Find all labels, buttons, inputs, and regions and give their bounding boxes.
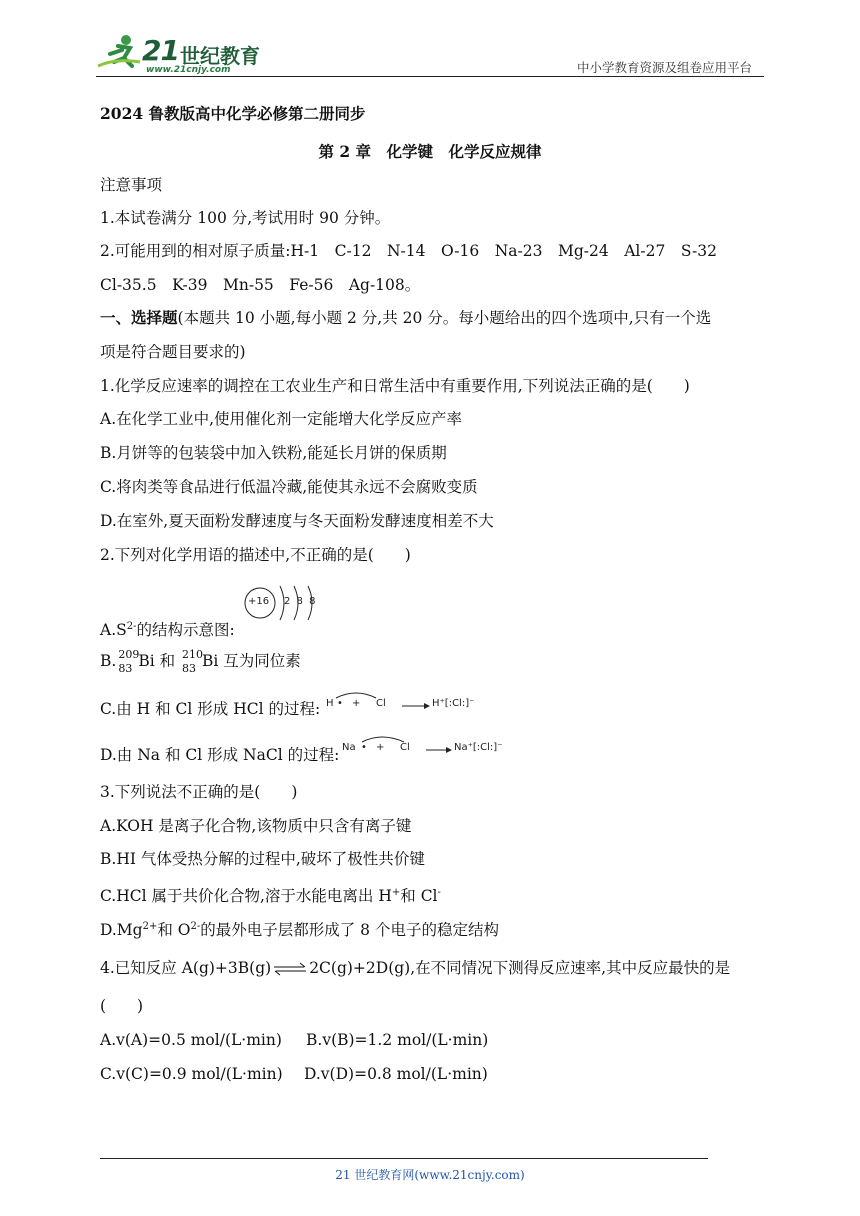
q3-d-post: 的最外电子层都形成了 8 个电子的稳定结构 [200, 921, 499, 939]
q4-stem-pre: 4.已知反应 A(g)+3B(g) [100, 959, 272, 977]
q1-option-c: C.将肉类等食品进行低温冷藏,能使其永远不会腐败变质 [100, 478, 478, 496]
doc-title: 2024 鲁教版高中化学必修第二册同步 [100, 104, 366, 123]
q3-c-mid: 和 Cl [400, 887, 438, 905]
q3-c-charge-2: - [437, 887, 441, 898]
footer-divider [100, 1158, 708, 1159]
hcl-product: H⁺[:Cl:]⁻ [432, 698, 475, 709]
q1-option-d: D.在室外,夏天面粉发酵速度与冬天面粉发酵速度相差不大 [100, 512, 494, 530]
q4-stem [100, 958, 730, 978]
q2-b-element-1: Bi 和 [138, 652, 181, 670]
q4-option-c: C.v(C)=0.9 mol/(L·min) [100, 1065, 283, 1083]
q3-d-charge-2: 2- [190, 921, 201, 932]
q4-option-d: D.v(D)=0.8 mol/(L·min) [304, 1065, 488, 1083]
isotope-2 [180, 648, 204, 675]
equilibrium-arrow-icon [272, 962, 308, 976]
hcl-h-atom: H [326, 698, 334, 709]
hcl-plus: + [352, 698, 361, 709]
section-instructions-cont: 项是符合题目要求的) [100, 343, 246, 361]
q2-a-label: 的结构示意图: [136, 621, 235, 639]
q2-b-prefix: B. [100, 652, 117, 670]
q2-a-prefix: A.S [100, 621, 127, 639]
q2-option-d: D.由 Na 和 Cl 形成 NaCl 的过程: [100, 746, 340, 764]
runner-icon [96, 32, 144, 76]
nacl-product: Na⁺[:Cl:]⁻ [454, 742, 503, 753]
header-divider [96, 76, 764, 77]
q2-option-c: C.由 H 和 Cl 形成 HCl 的过程: [100, 700, 321, 718]
notes-heading: 注意事项 [100, 176, 163, 194]
q1-stem: 1.化学反应速率的调控在工农业生产和日常生活中有重要作用,下列说法正确的是( ) [100, 377, 690, 395]
na-electron-dot: • [361, 742, 367, 753]
q4-stem-post: 2C(g)+2D(g),在不同情况下测得反应速率,其中反应最快的是 [309, 959, 731, 977]
hcl-cl-atom: Cl [376, 698, 386, 709]
q2-option-b [100, 648, 301, 675]
q3-c-text: C.HCl 属于共价化合物,溶于水能电离出 H [100, 887, 392, 905]
q1-option-a: A.在化学工业中,使用催化剂一定能增大化学反应产率 [100, 410, 463, 428]
q3-stem: 3.下列说法不正确的是( ) [100, 783, 298, 801]
q4-option-b: B.v(B)=1.2 mol/(L·min) [306, 1031, 489, 1049]
site-logo[interactable] [96, 32, 266, 76]
q3-d-mid: 和 O [157, 921, 191, 939]
isotope-1-mass: 209 [118, 648, 140, 661]
q2-option-a [100, 617, 235, 640]
nacl-formation-diagram [342, 734, 522, 762]
footer-link[interactable]: 21 世纪教育网(www.21cnjy.com) [335, 1168, 525, 1182]
q2-b-element-2: Bi 互为同位素 [202, 652, 301, 670]
chapter-title: 第 2 章 化学键 化学反应规律 [318, 142, 542, 161]
sulfur-ion-diagram [244, 580, 334, 630]
q4-paren: ( ) [100, 997, 144, 1015]
isotope-1-number: 83 [118, 662, 133, 675]
q2-a-charge: 2- [126, 621, 137, 632]
isotope-2-mass: 210 [182, 648, 204, 661]
q3-d-charge-1: 2+ [142, 921, 158, 932]
h-electron-dot: • [337, 698, 343, 709]
nucleus-charge: +16 [248, 596, 270, 607]
logo-url: www.21cnjy.com [146, 65, 231, 75]
nacl-cl-atom: Cl [400, 742, 410, 753]
section-heading [100, 308, 711, 328]
note-2-line-2: Cl-35.5 K-39 Mn-55 Fe-56 Ag-108。 [100, 276, 421, 294]
shell-electrons: 2 8 8 [284, 596, 316, 607]
note-2-line-1: 2.可能用到的相对原子质量:H-1 C-12 N-14 O-16 Na-23 Mg-24 Al-27 S-32 [100, 242, 717, 260]
isotope-2-number: 83 [182, 662, 197, 675]
q3-option-b: B.HI 气体受热分解的过程中,破坏了极性共价键 [100, 850, 425, 868]
q3-d-text: D.Mg [100, 921, 143, 939]
q3-option-a: A.KOH 是离子化合物,该物质中只含有离子键 [100, 817, 412, 835]
section-label: 一、选择题 [100, 308, 178, 327]
q1-option-b: B.月饼等的包装袋中加入铁粉,能延长月饼的保质期 [100, 444, 447, 462]
nacl-na-atom: Na [342, 742, 356, 753]
logo-number: 21 [142, 34, 179, 67]
logo-text: 世纪教育 [180, 44, 260, 68]
hcl-formation-diagram [326, 690, 496, 718]
q3-c-charge-1: + [391, 887, 401, 898]
nacl-plus: + [376, 742, 385, 753]
q3-option-c [100, 883, 441, 906]
q3-option-d [100, 917, 499, 940]
platform-name: 中小学教育资源及组卷应用平台 [576, 60, 752, 75]
section-instructions: (本题共 10 小题,每小题 2 分,共 20 分。每小题给出的四个选项中,只有一个选 [177, 309, 712, 327]
q2-stem: 2.下列对化学用语的描述中,不正确的是( ) [100, 546, 411, 564]
note-1: 1.本试卷满分 100 分,考试用时 90 分钟。 [100, 209, 391, 227]
isotope-1 [116, 648, 140, 675]
q4-option-a: A.v(A)=0.5 mol/(L·min) [100, 1031, 282, 1049]
